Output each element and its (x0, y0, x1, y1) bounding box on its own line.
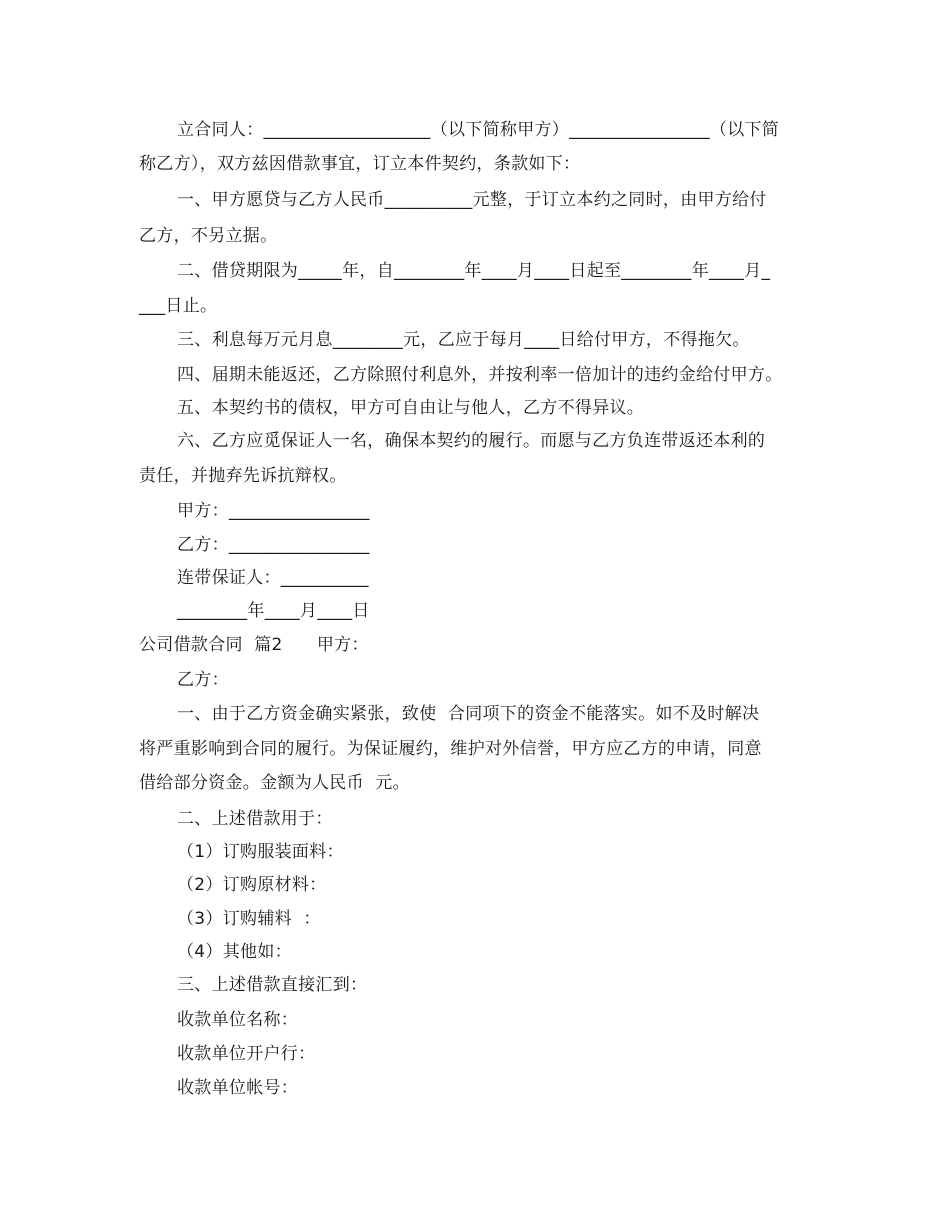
article-3: 三、上述借款直接汇到： (177, 975, 368, 995)
payee-account: 收款单位帐号： (177, 1078, 299, 1098)
signature-party-a: 甲方：________________ (177, 501, 370, 521)
signature-date: ________年____月____日 (177, 601, 370, 621)
payee-bank: 收款单位开户行： (177, 1044, 316, 1064)
clause-2: 二、借贷期限为_____年，自________年____月____日起至________年____月_ (177, 261, 771, 281)
clause-4: 四、届期未能返还，乙方除照付利息外，并按利率一倍加计的违约金给付甲方。 (177, 365, 783, 385)
parties-line: 立合同人：___________________（以下简称甲方）________________（以下简 (177, 120, 780, 140)
payee-name: 收款单位名称： (177, 1010, 299, 1030)
purpose-item-3: （3）订购辅料 ： (177, 909, 321, 929)
signature-guarantor: 连带保证人：__________ (177, 568, 369, 588)
clause-6-cont: 责任，并抛弃先诉抗辩权。 (139, 466, 347, 486)
article-1-cont-1: 将严重影响到合同的履行。为保证履约，维护对外信誉，甲方应乙方的申请，同意 (139, 739, 762, 759)
clause-2-cont: ___日止。 (139, 296, 218, 316)
article-2: 二、上述借款用于： (177, 809, 333, 829)
clause-5: 五、本契约书的债权，甲方可自由让与他人，乙方不得异议。 (177, 398, 645, 418)
purpose-item-4: （4）其他如： (177, 942, 292, 962)
clause-6: 六、乙方应觅保证人一名，确保本契约的履行。而愿与乙方负连带返还本利的 (177, 431, 766, 451)
party-b-label: 乙方： (177, 670, 229, 690)
signature-party-b: 乙方：________________ (177, 535, 370, 555)
section-heading: 公司借款合同 篇2 甲方： (139, 635, 369, 655)
article-1: 一、由于乙方资金确实紧张，致使 合同项下的资金不能落实。如不及时解决 (177, 704, 760, 724)
purpose-item-1: （1）订购服装面料： (177, 842, 344, 862)
purpose-item-2: （2）订购原材料： (177, 875, 327, 895)
clause-3: 三、利息每万元月息________元，乙应于每月____日给付甲方，不得拖欠。 (177, 330, 750, 350)
clause-1: 一、甲方愿贷与乙方人民币__________元整，于订立本约之同时，由甲方给付 (177, 190, 767, 210)
article-1-cont-2: 借给部分资金。金额为人民币 元。 (139, 773, 410, 793)
parties-line-cont: 称乙方），双方兹因借款事宜，订立本件契约，条款如下： (139, 154, 581, 174)
clause-1-cont: 乙方，不另立据。 (139, 226, 278, 246)
